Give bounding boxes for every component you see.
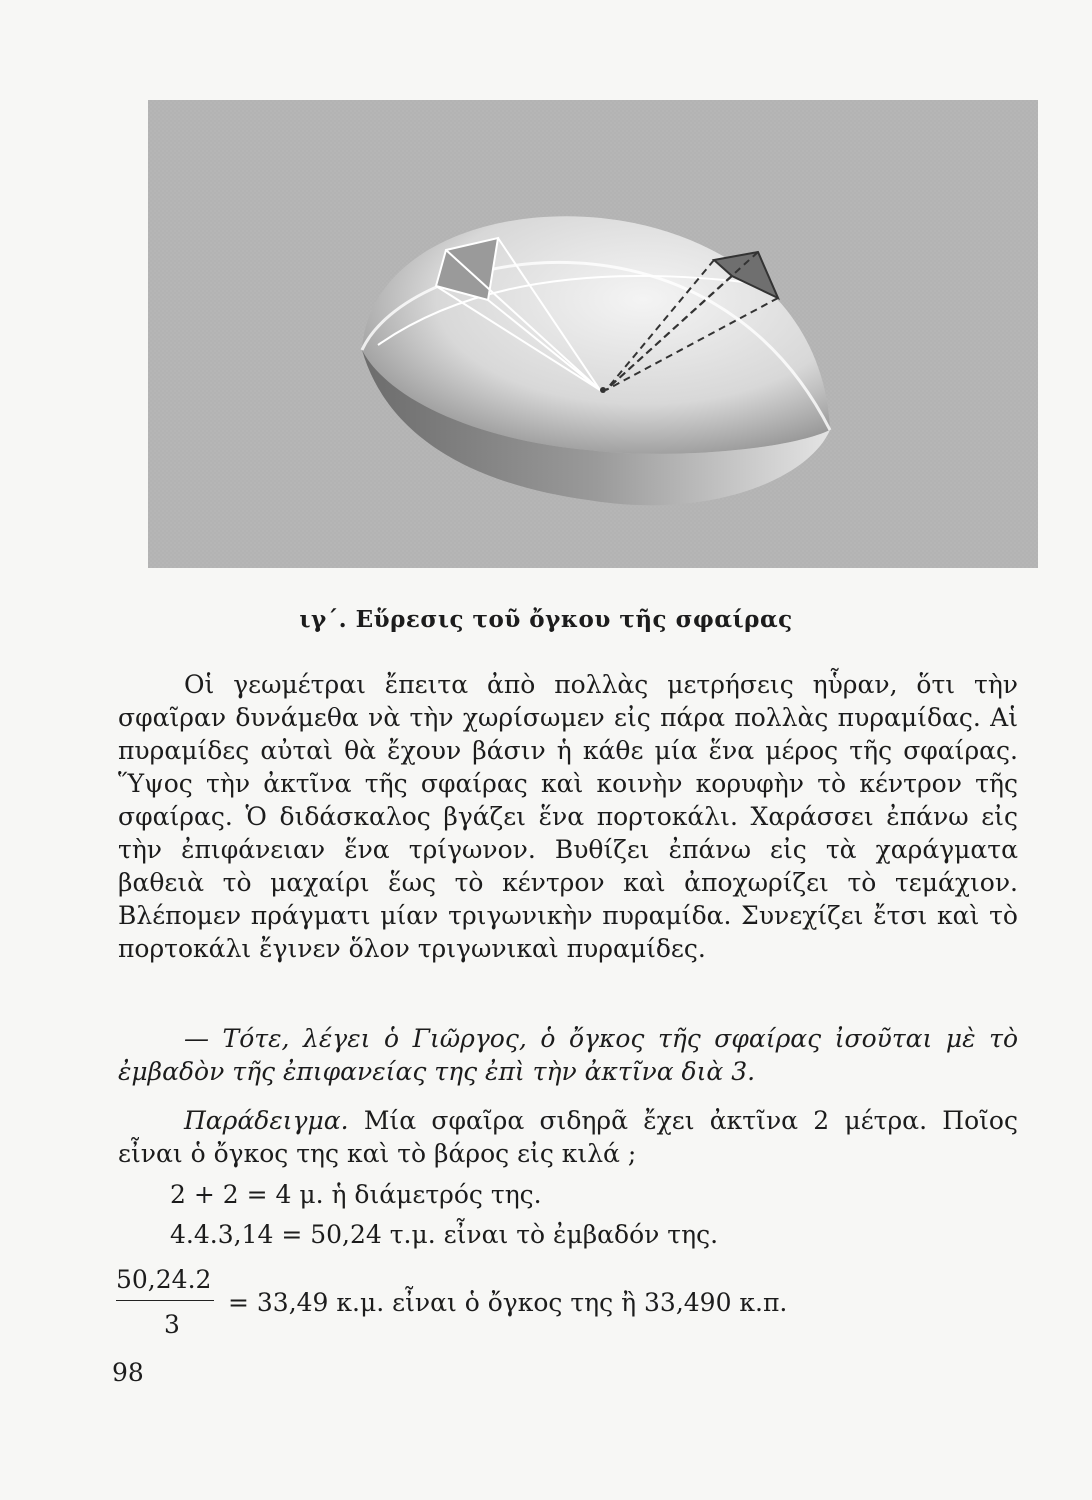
- fraction-denominator: 3: [164, 1310, 180, 1339]
- example-text: Μία σφαῖρα σιδηρᾶ ἔχει ἀκτῖνα 2 μέτρα. Ποῖος εἶναι ὁ ὄγκος της καὶ τὸ βάρος εἰς κιλά ;: [118, 1106, 1018, 1168]
- example-label: Παράδειγμα.: [184, 1106, 349, 1135]
- calc-line-area: 4.4.3,14 = 50,24 τ.μ. εἶναι τὸ ἐμβαδόν της.: [170, 1220, 719, 1249]
- calc-line-diameter: 2 + 2 = 4 μ. ἡ διάμετρός της.: [170, 1180, 542, 1209]
- body-paragraph: Οἱ γεωμέτραι ἔπειτα ἀπὸ πολλὰς μετρήσεις ηὗραν, ὅτι τὴν σφαῖραν δυνάμεθα νὰ τὴν χωρίσωμεν εἰς πάρα πολλὰς πυραμίδας. Αἱ πυραμίδες αὐταὶ θὰ ἔχουν βάσιν ἡ κάθε μία ἕνα μέρος τῆς σφαίρας. Ὕψος τὴν ἀκτῖνα τῆς σφαίρας καὶ κοινὴν κορυφὴν τὸ κέντρον τῆς σφαίρας. Ὁ διδάσκαλος βγάζει ἕνα πορτοκάλι. Χαράσσει ἐπάνω εἰς τὴν ἐπιφάνειαν ἕνα τρίγωνον. Βυθίζει ἐπάνω εἰς τὰ χαράγματα βαθειὰ τὸ μαχαίρι ἕως τὸ κέντρον καὶ ἀποχωρίζει τὸ τεμάχιον. Βλέπομεν πράγματι μίαν τριγωνικὴν πυραμίδα. Συνεχίζει ἔτσι καὶ τὸ πορτοκάλι ἔγινεν ὅλον τριγωνικαὶ πυραμίδες.: [118, 670, 1018, 963]
- example-paragraph: [118, 1104, 1018, 1170]
- page-number: 98: [112, 1358, 144, 1387]
- section-heading: ιγ΄. Εὕρεσις τοῦ ὄγκου τῆς σφαίρας: [299, 606, 793, 633]
- fraction-numerator: 50,24.2: [116, 1265, 212, 1294]
- hemisphere-illustration: [148, 100, 1038, 568]
- quote-paragraph: — Τότε, λέγει ὁ Γιῶργος, ὁ ὄγκος τῆς σφαίρας ἰσοῦται μὲ τὸ ἐμβαδὸν τῆς ἐπιφανείας της ἐπὶ τὴν ἀκτῖνα διὰ 3.: [118, 1024, 1018, 1086]
- fraction-bar: [116, 1300, 214, 1301]
- calc-line-volume: = 33,49 κ.μ. εἶναι ὁ ὄγκος της ἢ 33,490 κ.π.: [228, 1288, 788, 1317]
